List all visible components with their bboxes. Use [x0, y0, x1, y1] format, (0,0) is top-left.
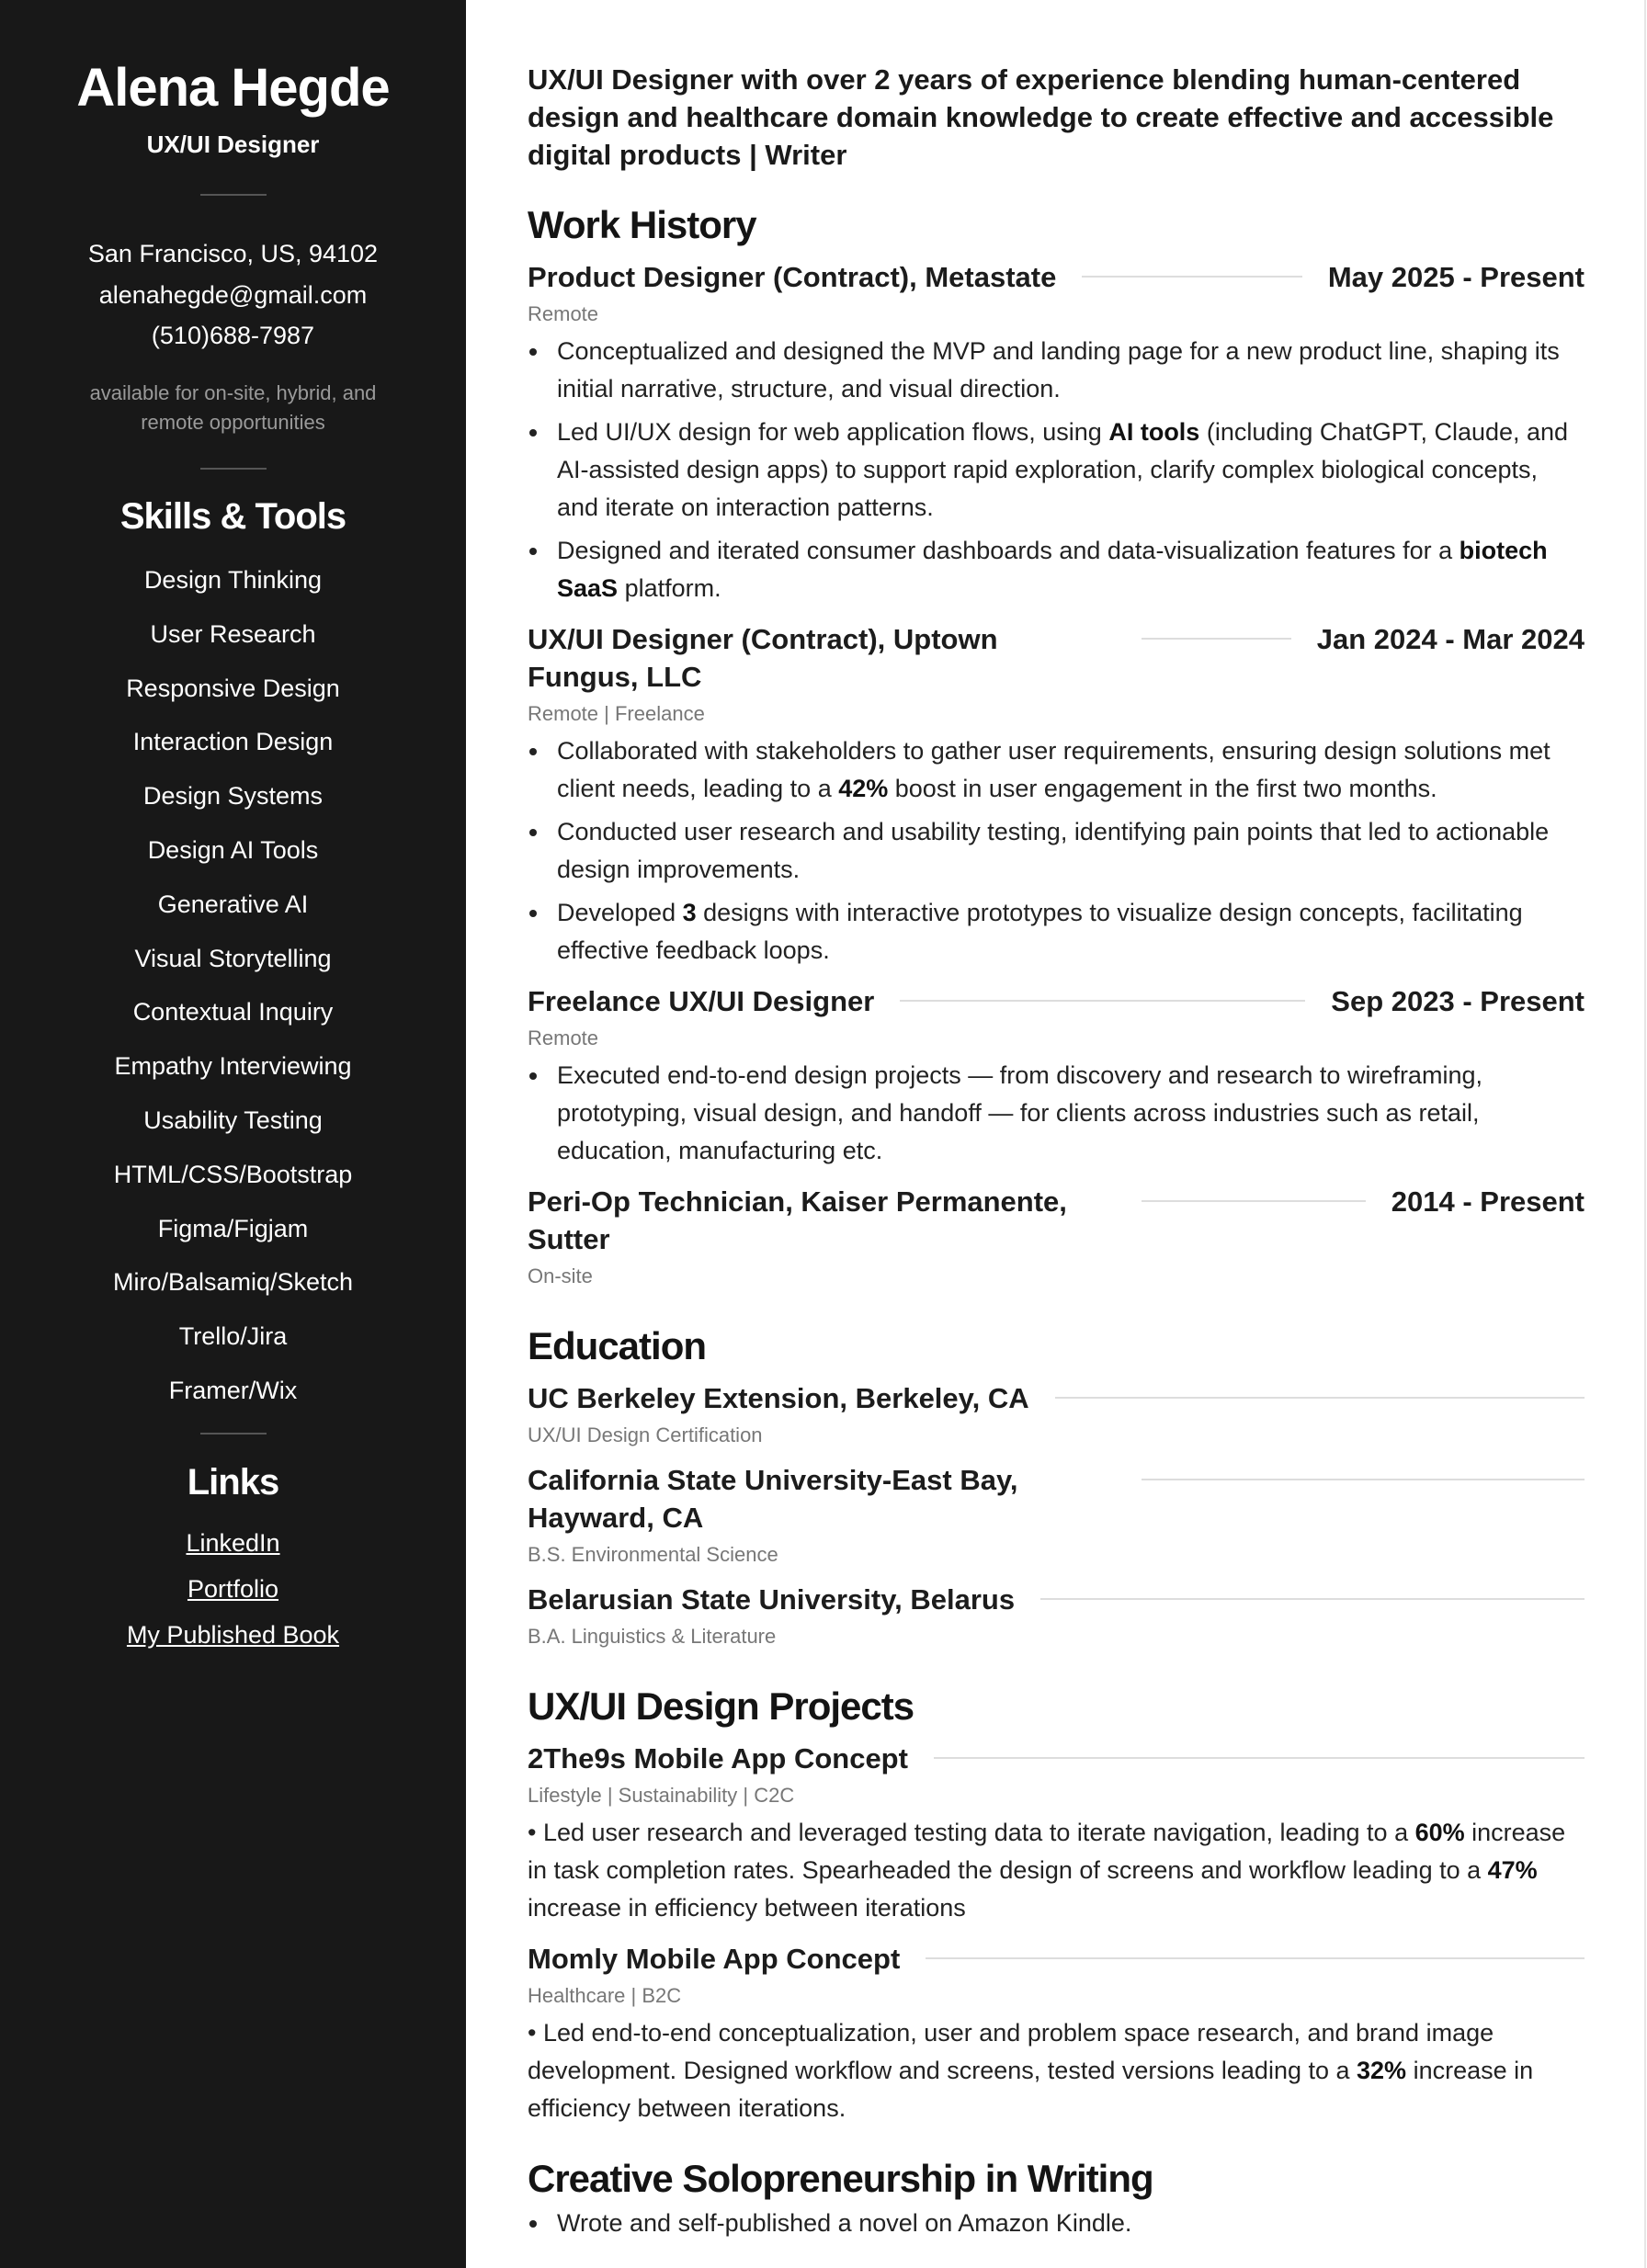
job-bullets — [528, 732, 1585, 970]
entry-header — [528, 1940, 1585, 1978]
entry-title: UC Berkeley Extension, Berkeley, CA — [528, 1382, 1029, 1414]
project-entry — [528, 1740, 1585, 1927]
text-segment: (including ChatGPT, Claude, and AI-assisted design apps) to support rapid exploration, clarify complex biological concepts, and iterate on interaction patterns. — [557, 418, 1569, 521]
text-segment: • Led user research and leveraged testing data to iterate navigation, leading to a — [528, 1819, 1415, 1846]
writing-bullets — [528, 2205, 1585, 2242]
divider-line — [900, 1000, 1305, 1002]
text-segment: increase in task completion rates. Spearheaded the design of screens and workflow leading to a — [528, 1819, 1566, 1884]
entry-header — [528, 1379, 1585, 1417]
skill-item: User Research — [150, 619, 316, 648]
entry-title: Freelance UX/UI Designer — [528, 985, 875, 1017]
job-meta: Remote — [528, 1026, 599, 1049]
entry-header — [528, 1461, 1585, 1537]
skill-item: Generative AI — [157, 890, 309, 918]
bullet-item — [528, 1057, 1585, 1170]
links-list — [0, 1520, 466, 1658]
skill-item: HTML/CSS/Bootstrap — [113, 1160, 353, 1188]
bullet-item — [528, 2205, 1585, 2242]
divider-line — [1142, 1200, 1366, 1202]
entry-header — [528, 1581, 1585, 1618]
text-segment: boost in user engagement in the first two months. — [888, 775, 1437, 802]
text-segment: increase in efficiency between iterations. — [528, 2057, 1534, 2122]
entry-date: 2014 - Present — [1391, 1185, 1585, 1218]
entry-title: California State University-East Bay, Hayward, CA — [528, 1464, 1018, 1534]
project-entry — [528, 1940, 1585, 2127]
entry-header — [528, 1183, 1585, 1258]
job-bullets — [528, 1057, 1585, 1170]
entry-title: 2The9s Mobile App Concept — [528, 1742, 908, 1775]
divider — [200, 1433, 267, 1435]
skill-item: Responsive Design — [126, 674, 340, 702]
project-meta: Lifestyle | Sustainability | C2C — [528, 1784, 795, 1807]
entry-title: UX/UI Designer (Contract), Uptown Fungus, LLC — [528, 623, 998, 693]
project-description — [528, 1814, 1585, 1927]
page-border — [1644, 0, 1646, 2268]
entry-title: Belarusian State University, Belarus — [528, 1583, 1016, 1616]
project-meta: Healthcare | B2C — [528, 1984, 682, 2007]
bullet-item — [528, 532, 1585, 607]
entry-date: May 2025 - Present — [1327, 261, 1585, 293]
text-segment: Conceptualized and designed the MVP and landing page for a new product line, shaping its initial narrative, structure, and visual direction. — [557, 337, 1560, 403]
text-segment: designs with interactive prototypes to visualize design concepts, facilitating effective feedback loops. — [557, 899, 1523, 964]
sidebar — [0, 0, 466, 2268]
entry-header — [528, 1740, 1585, 1777]
main-content — [528, 61, 1585, 2255]
divider-line — [934, 1757, 1585, 1759]
entry-title: Peri-Op Technician, Kaiser Permanente, Sutter — [528, 1185, 1067, 1255]
highlight-text: AI tools — [1108, 418, 1200, 446]
profile-title: UX/UI Designer — [146, 130, 320, 158]
job-bullets — [528, 333, 1585, 607]
writing-heading: Creative Solopreneurship in Writing — [528, 2157, 1153, 2200]
text-segment: Developed — [557, 899, 683, 926]
phone: (510)688-7987 — [151, 322, 315, 349]
text-segment: • Led end-to-end conceptualization, user and problem space research, and brand image development. Designed workflow and screens, tested versions leading to a — [528, 2019, 1494, 2084]
entry-header — [528, 982, 1585, 1020]
email: alenahegde@gmail.com — [98, 280, 368, 309]
summary: UX/UI Designer with over 2 years of experience blending human-centered design and healthcare domain knowledge to create effective and accessible digital products | Writer — [528, 63, 1554, 171]
text-segment: Conducted user research and usability testing, identifying pain points that led to actionable design improvements. — [557, 818, 1550, 883]
education-entry — [528, 1379, 1585, 1454]
projects — [528, 1740, 1585, 2127]
divider-line — [1082, 276, 1302, 278]
job-entry — [528, 258, 1585, 607]
divider — [200, 468, 267, 470]
contact-info — [0, 233, 466, 357]
education-meta: UX/UI Design Certification — [528, 1423, 763, 1446]
skill-item: Framer/Wix — [168, 1376, 298, 1404]
skill-item: Empathy Interviewing — [114, 1052, 352, 1081]
entry-header — [528, 258, 1585, 296]
bullet-item — [528, 813, 1585, 889]
education-meta: B.S. Environmental Science — [528, 1543, 778, 1566]
location: San Francisco, US, 94102 — [87, 240, 379, 267]
divider-line — [1142, 1479, 1585, 1480]
highlight-text: 60% — [1414, 1819, 1465, 1846]
bullet-item — [528, 333, 1585, 408]
skill-item: Design AI Tools — [147, 835, 319, 864]
education-entry — [528, 1461, 1585, 1573]
links-heading: Links — [187, 1462, 279, 1503]
job-meta: Remote — [528, 302, 599, 325]
bullet-item — [528, 414, 1585, 527]
bullet-item — [528, 894, 1585, 970]
skills-heading: Skills & Tools — [119, 496, 346, 537]
education-heading: Education — [528, 1324, 707, 1367]
job-entry — [528, 982, 1585, 1170]
skill-item: Design Systems — [142, 782, 324, 811]
availability: available for on-site, hybrid, and remote opportunities — [89, 381, 377, 434]
divider-line — [1142, 638, 1291, 640]
job-meta: On-site — [528, 1264, 593, 1287]
highlight-text: 32% — [1357, 2057, 1407, 2084]
entry-title: Momly Mobile App Concept — [528, 1943, 901, 1975]
project-description — [528, 2014, 1585, 2127]
link-portfolio[interactable]: Portfolio — [187, 1575, 279, 1603]
work-history — [528, 258, 1585, 1295]
education — [528, 1379, 1585, 1655]
highlight-text: 42% — [838, 775, 889, 802]
skill-item: Design Thinking — [143, 566, 323, 594]
profile-name: Alena Hegde — [76, 58, 390, 118]
text-segment: Collaborated with stakeholders to gather user requirements, ensuring design solutions met client needs, leading to a — [557, 737, 1550, 802]
text-segment: increase in efficiency between iterations — [528, 1894, 966, 1922]
text-segment: Designed and iterated consumer dashboards and data-visualization features for a — [557, 537, 1460, 564]
highlight-text: biotech SaaS — [557, 537, 1548, 602]
job-meta: Remote | Freelance — [528, 702, 705, 725]
entry-date: Sep 2023 - Present — [1331, 985, 1585, 1017]
projects-heading: UX/UI Design Projects — [528, 1684, 914, 1728]
bullet-item — [528, 732, 1585, 808]
divider — [200, 194, 267, 196]
text-segment: Executed end-to-end design projects — from discovery and research to wireframing, prototyping, visual design, and handoff — for clients across industries such as retail, education, manufacturing etc. — [557, 1061, 1482, 1164]
job-entry — [528, 1183, 1585, 1295]
job-entry — [528, 620, 1585, 970]
divider-line — [1055, 1397, 1585, 1399]
highlight-text: 3 — [682, 899, 697, 926]
skill-item: Miro/Balsamiq/Sketch — [112, 1268, 354, 1297]
skill-item: Usability Testing — [143, 1106, 323, 1134]
work-history-heading: Work History — [528, 203, 756, 246]
text-segment: platform. — [618, 574, 721, 602]
text-segment: Led UI/UX design for web application flows, using — [557, 418, 1109, 446]
skill-item: Figma/Figjam — [157, 1214, 309, 1242]
skill-item: Visual Storytelling — [134, 944, 332, 972]
skill-item: Contextual Inquiry — [132, 998, 334, 1026]
skill-item: Trello/Jira — [178, 1322, 288, 1351]
education-entry — [528, 1581, 1585, 1655]
education-meta: B.A. Linguistics & Literature — [528, 1625, 777, 1648]
divider-line — [1040, 1598, 1585, 1600]
text-segment: Wrote and self-published a novel on Amazon Kindle. — [557, 2209, 1132, 2237]
highlight-text: 47% — [1487, 1856, 1538, 1884]
skills-list — [0, 553, 466, 1418]
entry-header — [528, 620, 1585, 696]
link-my-published-book[interactable]: My Published Book — [126, 1621, 340, 1649]
entry-date: Jan 2024 - Mar 2024 — [1316, 623, 1585, 655]
skill-item: Interaction Design — [132, 728, 334, 756]
divider-line — [926, 1957, 1585, 1959]
link-linkedin[interactable]: LinkedIn — [186, 1529, 280, 1557]
entry-title: Product Designer (Contract), Metastate — [528, 261, 1057, 293]
